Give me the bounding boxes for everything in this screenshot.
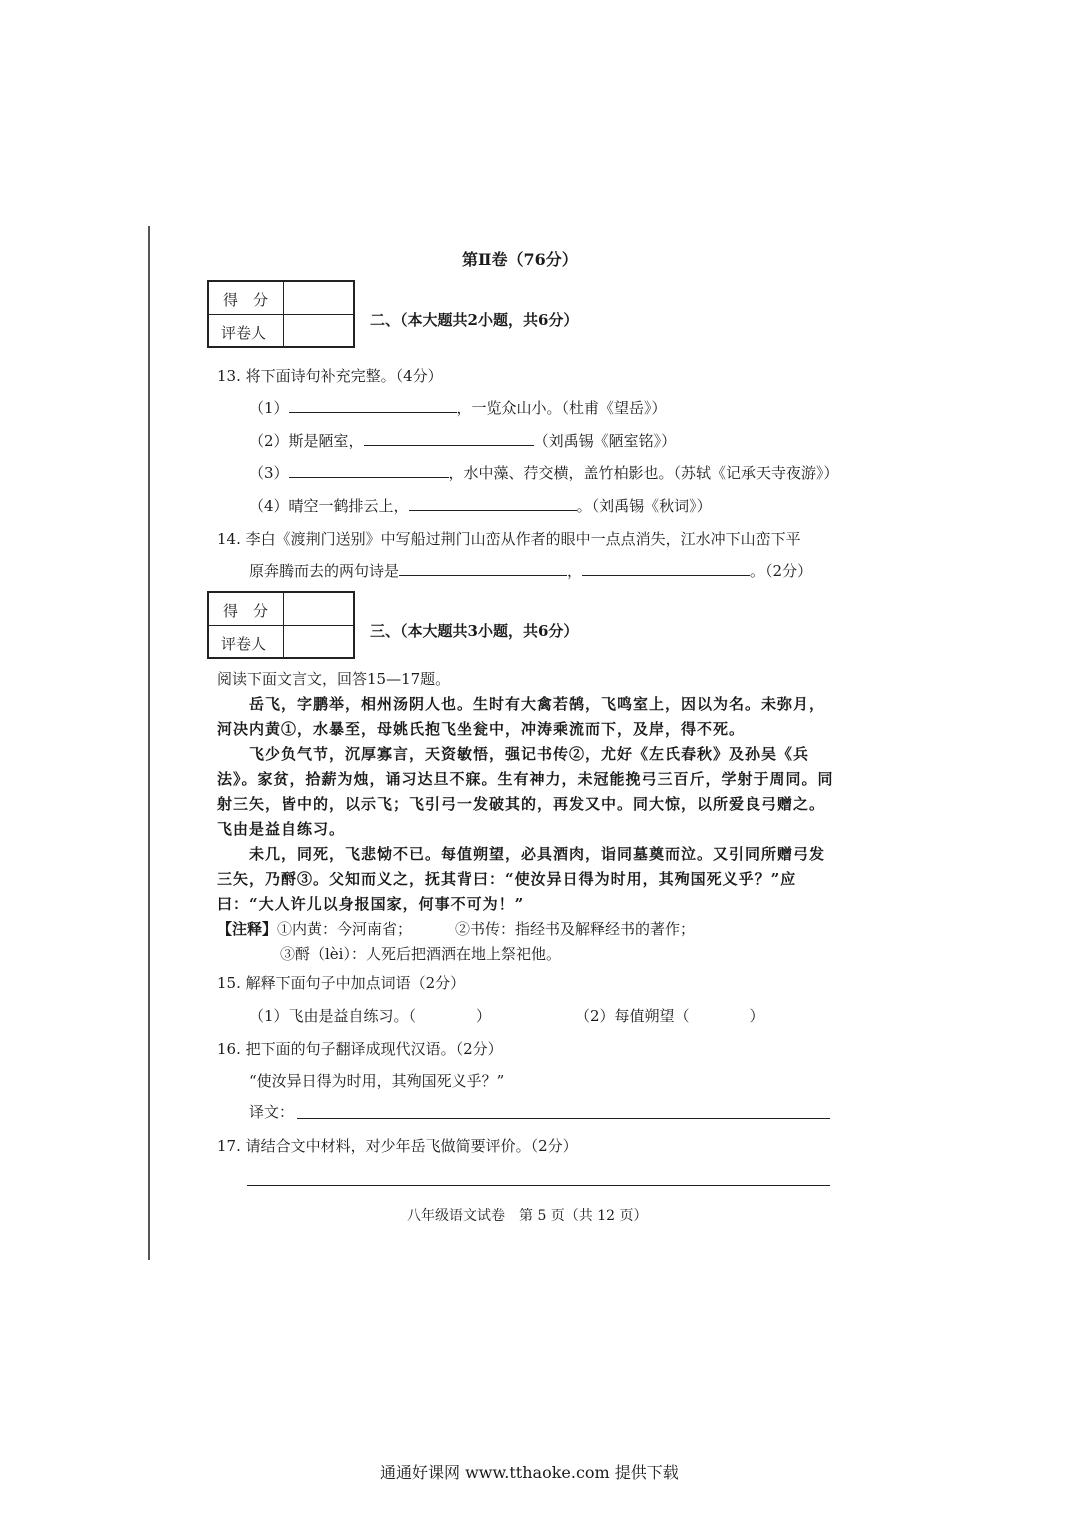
q15-stem: 15. 解释下面句子中加点词语（2分） bbox=[217, 974, 466, 992]
part-two-heading: 二、（本大题共2小题，共6分） bbox=[370, 311, 579, 329]
reading-intro: 阅读下面文言文，回答15—17题。 bbox=[217, 670, 451, 688]
q16-answer-label: 译文： bbox=[249, 1103, 295, 1121]
q13-item-4: （4）晴空一鹤排云上， 。（刘禹锡《秋词》） bbox=[249, 497, 712, 515]
grader-label: 评卷人 bbox=[221, 635, 267, 653]
q13-item-3: （3） ，水中藻、荇交横，盖竹柏影也。（苏轼《记承天寺夜游》） bbox=[249, 464, 839, 482]
q16-stem: 16. 把下面的句子翻译成现代汉语。（2分） bbox=[217, 1040, 503, 1058]
q13-item-2: （2）斯是陋室， （刘禹锡《陋室铭》） bbox=[249, 432, 677, 450]
q16-quote: “使汝异日得为时用，其殉国死义乎？” bbox=[249, 1072, 505, 1090]
answer-blank[interactable] bbox=[409, 496, 577, 511]
score-label: 得 分 bbox=[223, 602, 269, 620]
annotation-3: ③酹（lèi）：人死后把酒洒在地上祭祀他。 bbox=[280, 945, 561, 963]
grader-label: 评卷人 bbox=[221, 324, 267, 342]
q13-item-1: （1） ，一览众山小。（杜甫《望岳》） bbox=[249, 399, 667, 417]
q14-stem-line2: 原奔腾而去的两句诗是 ， 。（2分） bbox=[249, 562, 813, 580]
answer-blank[interactable] bbox=[364, 431, 534, 446]
q13-stem: 13. 将下面诗句补充完整。（4分） bbox=[217, 367, 443, 385]
q15-item-1: （1）飞由是益自练习。（ ） bbox=[249, 1007, 492, 1025]
answer-blank[interactable] bbox=[289, 398, 457, 413]
q17-answer-line[interactable] bbox=[247, 1185, 830, 1186]
passage-paragraph-3: 未几，同死，飞悲恸不已。每值朔望，必具酒肉，诣同墓奠而泣。又引同所赠弓发三矢，乃酹③。父知而义之，抚其背曰：“使汝异日得为时用，其殉国死义乎？”应曰：“大人许儿以身报国家，何事不可为！” bbox=[217, 845, 826, 913]
page-footer: 八年级语文试卷 第 5 页（共 12 页） bbox=[407, 1208, 648, 1224]
answer-blank[interactable] bbox=[289, 463, 449, 478]
score-label: 得 分 bbox=[223, 291, 269, 309]
answer-blank[interactable] bbox=[582, 561, 750, 576]
answer-blank[interactable] bbox=[399, 561, 567, 576]
annotation-2: ②书传：指经书及解释经书的著作； bbox=[455, 920, 696, 938]
annotation-line-1: 【注释】①内黄：今河南省； bbox=[217, 920, 413, 938]
binding-margin-line bbox=[148, 226, 150, 1260]
q15-item-2: （2）每值朔望（ ） bbox=[575, 1007, 765, 1025]
q14-stem-line1: 14. 李白《渡荆门送别》中写船过荆门山峦从作者的眼中一点点消失，江水冲下山峦下平 bbox=[217, 530, 801, 548]
score-box-1 bbox=[207, 280, 355, 348]
q17-stem: 17. 请结合文中材料，对少年岳飞做简要评价。（2分） bbox=[217, 1137, 578, 1155]
passage-paragraph-2: 飞少负气节，沉厚寡言，天资敏悟，强记书传②，尤好《左氏春秋》及孙吴《兵法》。家贫，拾薪为烛，诵习达旦不寐。生有神力，未冠能挽弓三百斤，学射于周同。同射三矢，皆中的，以示飞；飞引弓一发破其的，再发又中。同大惊，以所爱良弓赠之。飞由是益自练习。 bbox=[217, 745, 834, 838]
site-footer: 通通好课网 www.tthaoke.com 提供下载 bbox=[380, 1463, 679, 1482]
section-title: 第Ⅱ卷（76分） bbox=[462, 250, 578, 269]
q16-answer-line[interactable] bbox=[297, 1118, 830, 1119]
score-box-2 bbox=[207, 591, 355, 659]
part-three-heading: 三、（本大题共3小题，共6分） bbox=[370, 622, 579, 640]
passage-paragraph-1: 岳飞，字鹏举，相州汤阴人也。生时有大禽若鹄，飞鸣室上，因以为名。未弥月，河决内黄①，水暴至，母姚氏抱飞坐瓮中，冲涛乘流而下，及岸，得不死。 bbox=[217, 695, 826, 738]
